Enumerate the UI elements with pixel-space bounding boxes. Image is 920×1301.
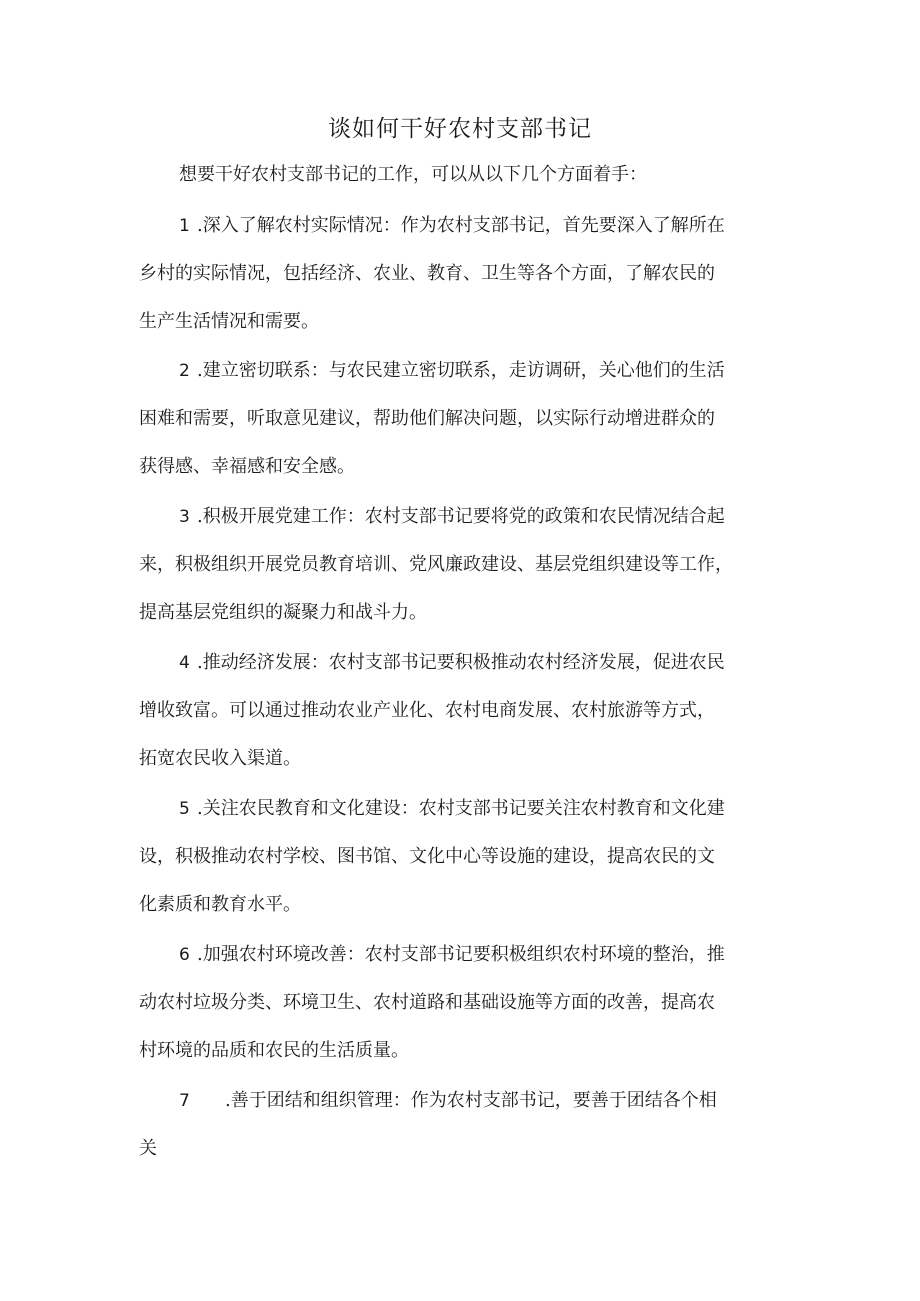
list-item-line: 获得感、幸福感和安全感。 — [139, 456, 355, 477]
list-item-2 — [139, 356, 789, 500]
list-item-line: 设，积极推动农村学校、图书馆、文化中心等设施的建设，提高农民的文 — [139, 846, 715, 867]
list-item-line — [139, 940, 789, 988]
list-item-line — [139, 648, 789, 696]
item-number: 3 — [179, 507, 190, 527]
intro-paragraph: 想要干好农村支部书记的工作，可以从以下几个方面着手： — [179, 164, 647, 185]
item-number: 6 — [179, 945, 190, 965]
list-item-3 — [139, 502, 789, 646]
list-item-line: 提高基层党组织的凝聚力和战斗力。 — [139, 602, 427, 623]
item-text: .深入了解农村实际情况：作为农村支部书记，首先要深入了解所在 — [197, 215, 725, 236]
list-item-6 — [139, 940, 789, 1084]
list-item-7 — [139, 1086, 789, 1182]
list-item-line — [139, 1086, 789, 1134]
list-item-line: 来，积极组织开展党员教育培训、党风廉政建设、基层党组织建设等工作， — [139, 554, 733, 575]
list-item-line: 动农村垃圾分类、环境卫生、农村道路和基础设施等方面的改善，提高农 — [139, 992, 715, 1013]
list-item-line — [139, 356, 789, 404]
item-number: 4 — [179, 653, 190, 673]
list-item-1 — [139, 211, 789, 355]
item-text: .积极开展党建工作：农村支部书记要将党的政策和农民情况结合起 — [197, 506, 725, 527]
item-text: .加强农村环境改善：农村支部书记要积极组织农村环境的整治，推 — [197, 944, 725, 965]
list-item-line: 村环境的品质和农民的生活质量。 — [139, 1040, 409, 1061]
list-item-line: 生产生活情况和需要。 — [139, 311, 319, 332]
list-item-line: 乡村的实际情况，包括经济、农业、教育、卫生等各个方面，了解农民的 — [139, 263, 715, 284]
item-number: 7 — [179, 1091, 190, 1111]
list-item-line: 关 — [139, 1138, 157, 1159]
list-item-5 — [139, 794, 789, 938]
item-number: 5 — [179, 799, 190, 819]
item-number: 2 — [179, 361, 190, 381]
item-text: .建立密切联系：与农民建立密切联系，走访调研，关心他们的生活 — [197, 360, 725, 381]
list-item-line: 化素质和教育水平。 — [139, 894, 301, 915]
item-number: 1 — [179, 216, 190, 236]
list-item-line: 增收致富。可以通过推动农业产业化、农村电商发展、农村旅游等方式， — [139, 700, 715, 721]
list-item-line — [139, 502, 789, 550]
list-item-line: 困难和需要，听取意见建议，帮助他们解决问题，以实际行动增进群众的 — [139, 408, 715, 429]
item-text: .善于团结和组织管理：作为农村支部书记，要善于团结各个相 — [225, 1090, 717, 1111]
document-title: 谈如何干好农村支部书记 — [328, 116, 592, 142]
list-item-4 — [139, 648, 789, 792]
list-item-line: 拓宽农民收入渠道。 — [139, 748, 301, 769]
item-text: .推动经济发展：农村支部书记要积极推动农村经济发展，促进农民 — [197, 652, 725, 673]
list-item-line — [139, 794, 789, 842]
item-text: .关注农民教育和文化建设：农村支部书记要关注农村教育和文化建 — [197, 798, 725, 819]
list-item-line — [139, 211, 789, 259]
